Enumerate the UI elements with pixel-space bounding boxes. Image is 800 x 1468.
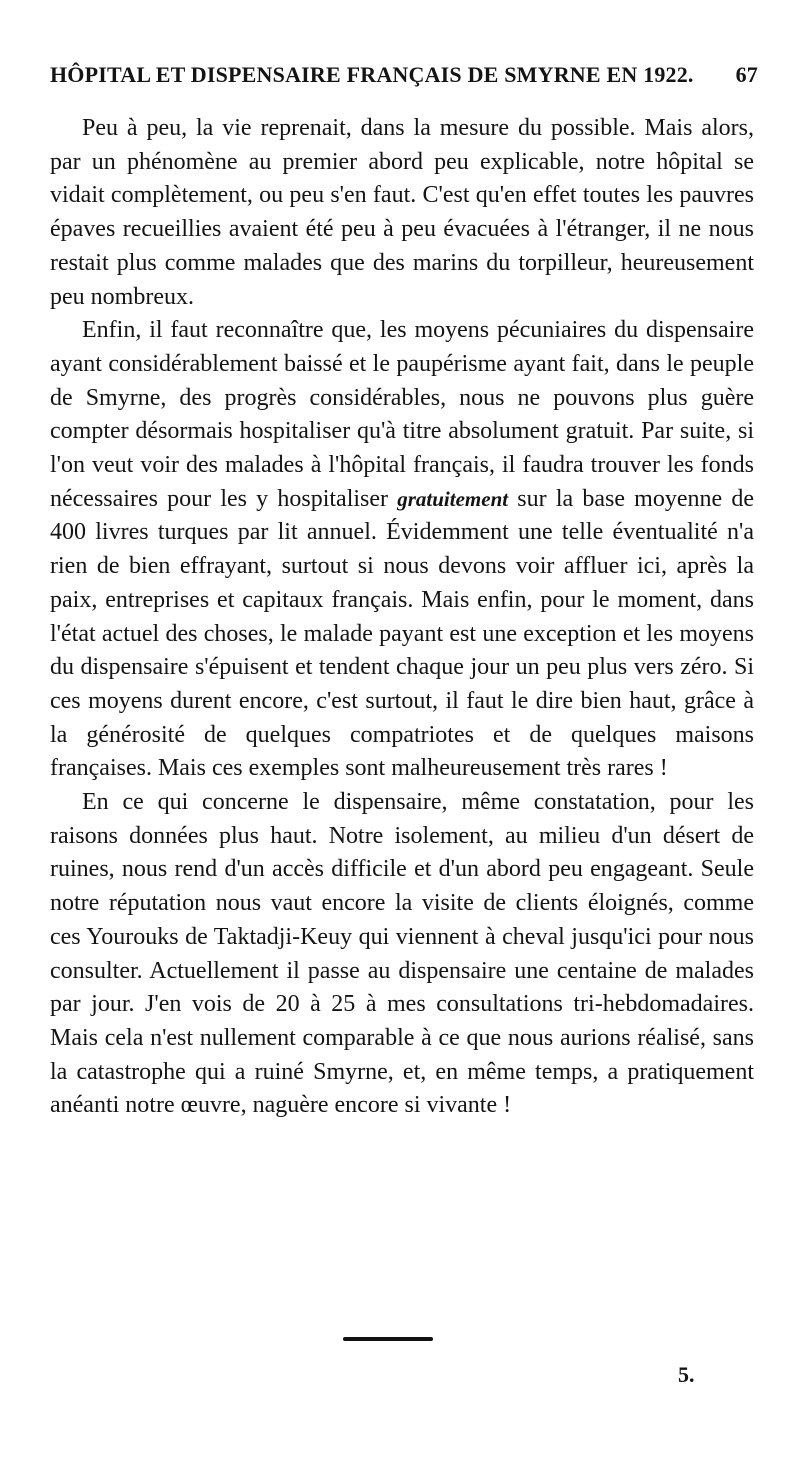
- body-text: [50, 112, 754, 1123]
- emphasized-word: gratuitement: [397, 486, 509, 511]
- page-number: 67: [735, 62, 758, 87]
- running-header: [50, 62, 758, 96]
- paragraph-2: [50, 314, 754, 786]
- running-title: HÔPITAL ET DISPENSAIRE FRANÇAIS DE SMYRNE EN 1922.: [50, 62, 694, 87]
- paragraph-1: Peu à peu, la vie reprenait, dans la mesure du possible. Mais alors, par un phénomène au premier abord peu explicable, notre hôpital se vidait complètement, ou peu s'en faut. C'est qu'en effet toutes les pauvres épaves recueillies avaient été peu à peu évacuées à l'étranger, il ne nous restait plus comme malades que des marins du torpilleur, heureusement peu nombreux.: [50, 115, 754, 310]
- signature-mark: 5.: [678, 1362, 695, 1387]
- paragraph-2-part-1: Enfin, il faut reconnaître que, les moyens pécuniaires du dispensaire ayant considérablement baissé et le paupérisme ayant fait, dans le peuple de Smyrne, des progrès considérables, nous ne pouvons plus guère compter désormais hospitaliser qu'à titre absolument gratuit. Par suite, si l'on veut voir des malades à l'hôpital français, il faudra trouver les fonds nécessaires pour les y hospitaliser: [50, 317, 754, 512]
- section-rule: [343, 1337, 433, 1341]
- paragraph-3: En ce qui concerne le dispensaire, même constatation, pour les raisons données plus haut. Notre isolement, au milieu d'un désert de ruines, nous rend d'un accès difficile et d'un abord peu engageant. Seule notre réputation nous vaut encore la visite de clients éloignés, comme ces Yourouks de Taktadji-Keuy qui viennent à cheval jusqu'ici pour nous consulter. Actuellement il passe au dispensaire une centaine de malades par jour. J'en vois de 20 à 25 à mes consultations tri-hebdomadaires. Mais cela n'est nullement comparable à ce que nous aurions réalisé, sans la catastrophe qui a ruiné Smyrne, et, en même temps, a pratiquement anéanti notre œuvre, naguère encore si vivante !: [50, 789, 754, 1119]
- paragraph-2-part-2: sur la base moyenne de 400 livres turques par lit annuel. Évidemment une telle éventualité n'a rien de bien effrayant, surtout si nous devons voir affluer ici, après la paix, entreprises et capitaux français. Mais enfin, pour le moment, dans l'état actuel des choses, le malade payant est une exception et les moyens du dispensaire s'épuisent et tendent chaque jour un peu plus vers zéro. Si ces moyens durent encore, c'est surtout, il faut le dire bien haut, grâce à la générosité de quelques compatriotes et de quelques maisons françaises. Mais ces exemples sont malheureusement très rares !: [50, 485, 755, 782]
